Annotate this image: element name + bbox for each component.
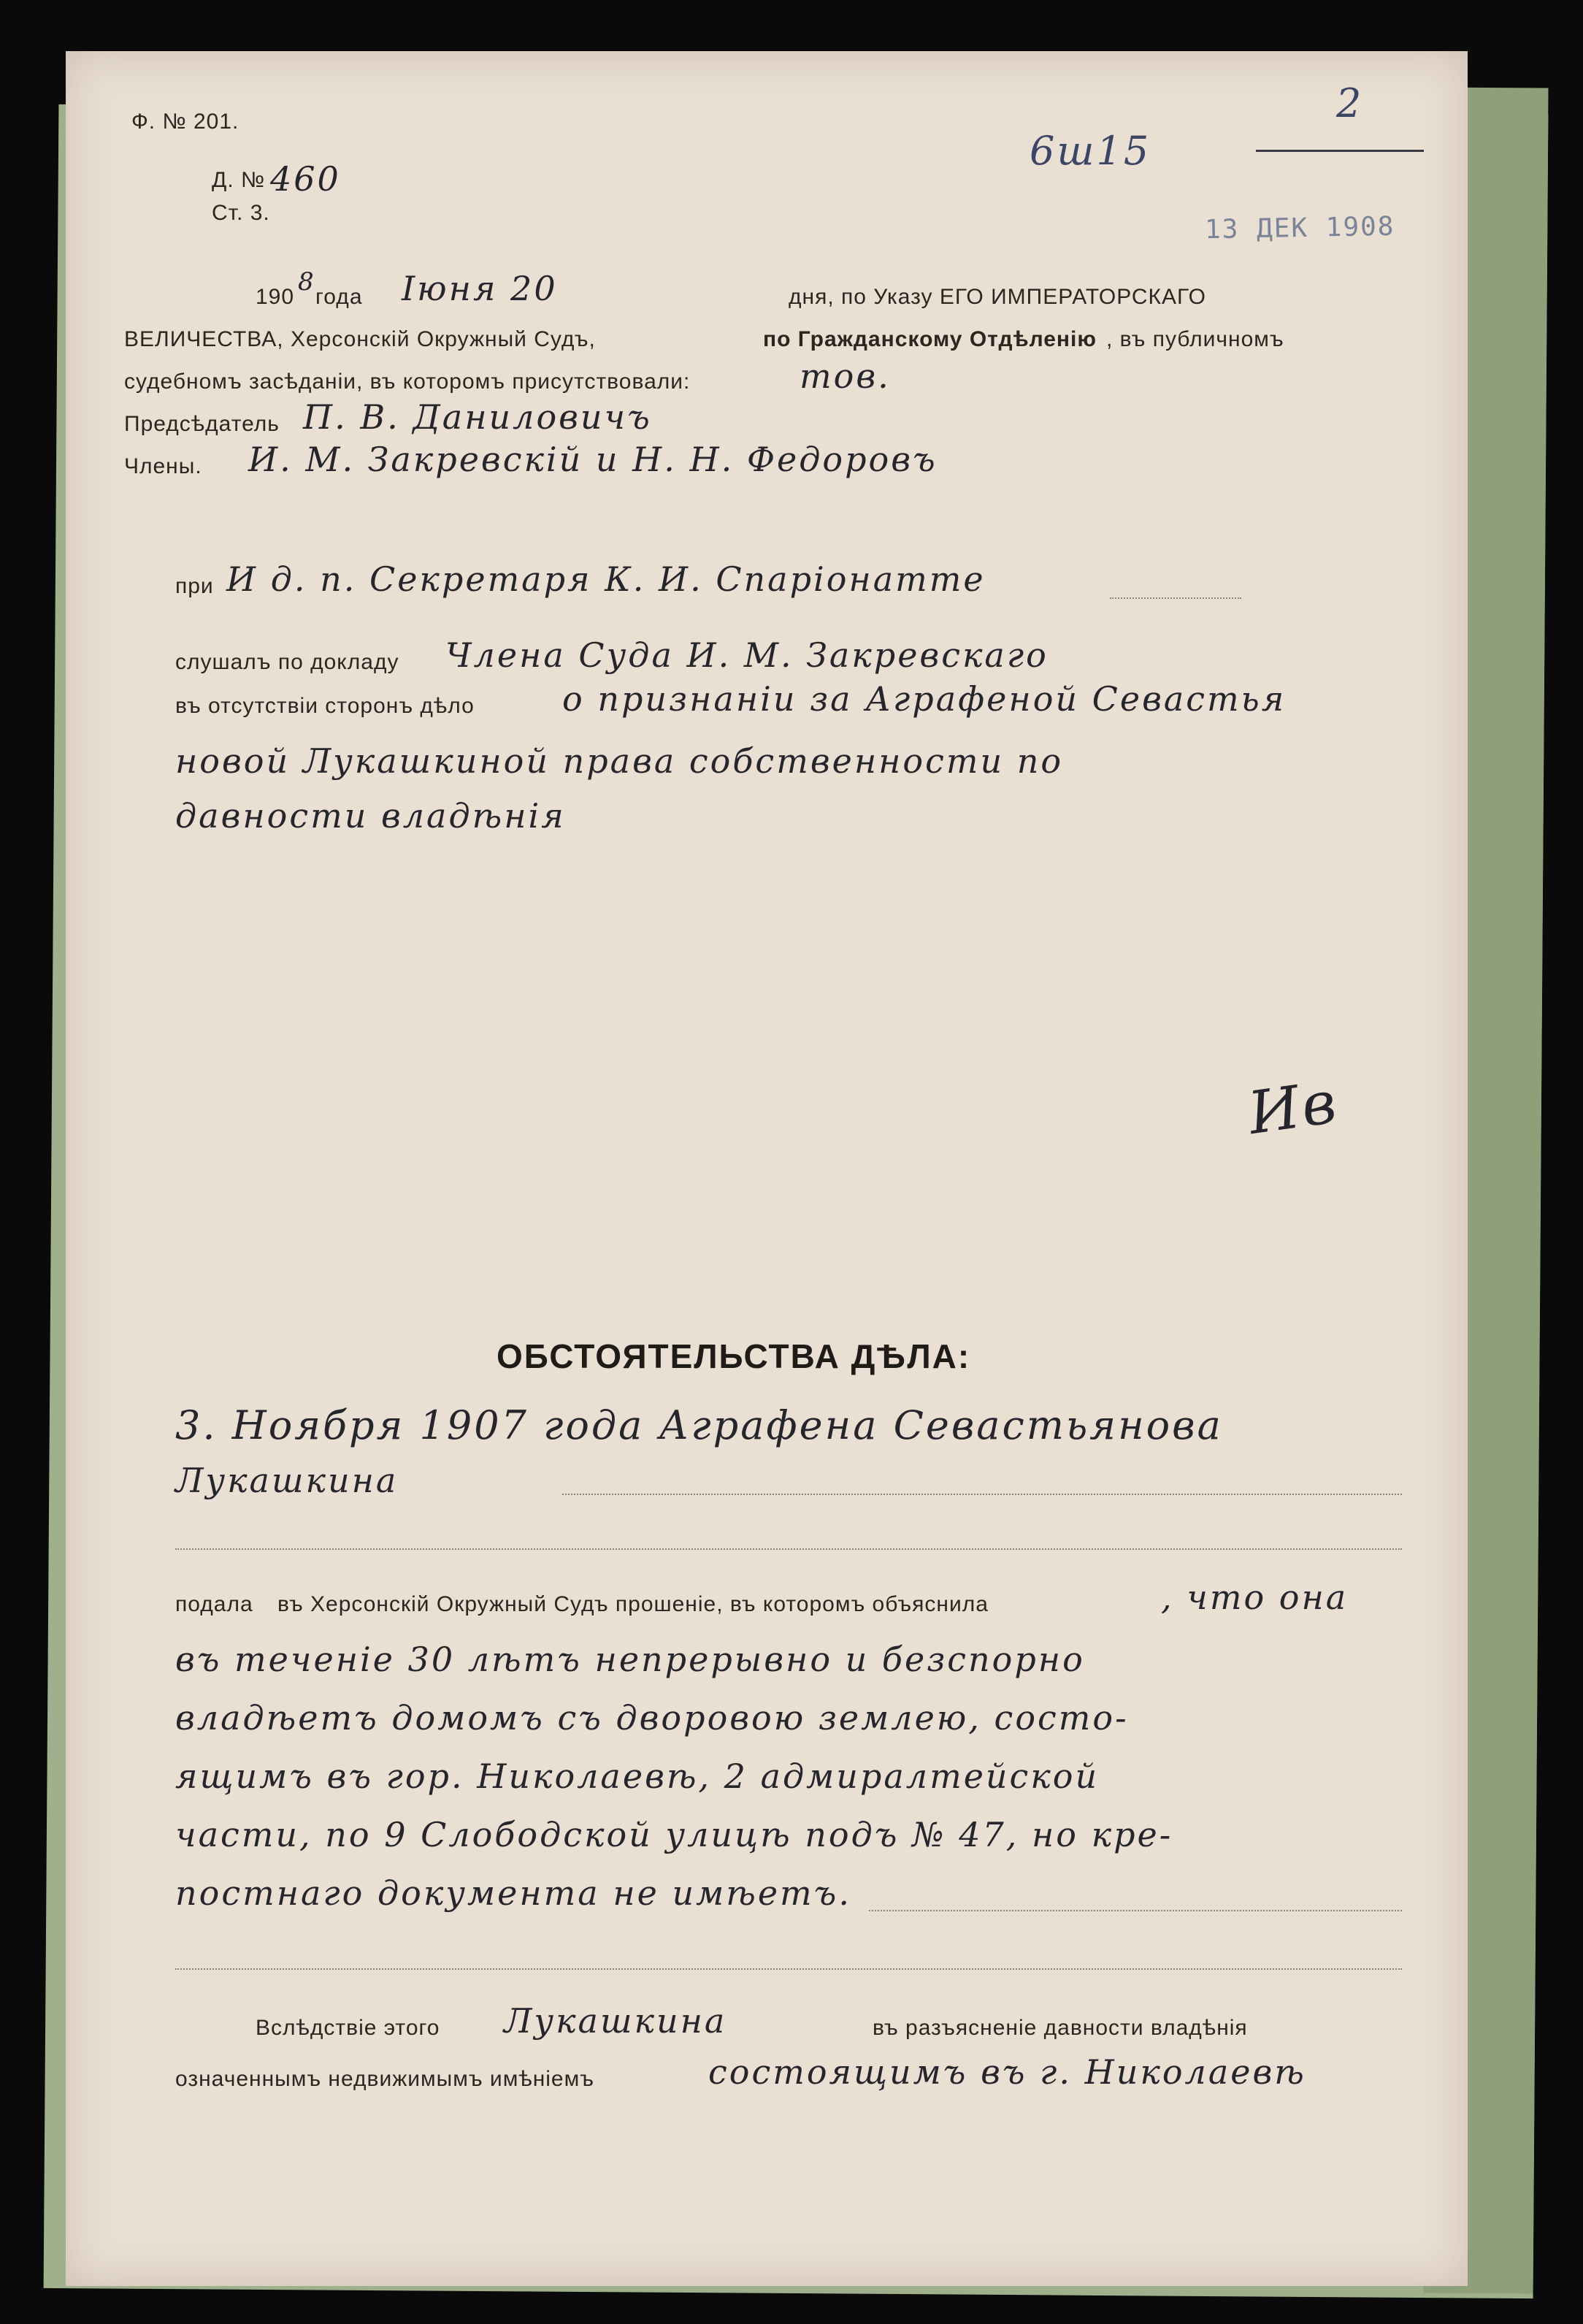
filed-hand: , что она [1161, 1578, 1349, 1617]
circumstances-line-3: въ теченіе 30 лѣтъ непрерывно и безспорно [175, 1640, 1085, 1679]
result-label: Вслѣдствіе этого [256, 2016, 440, 2040]
circumstances-line-6: части, по 9 Слободской улицѣ подъ № 47, но кре- [175, 1815, 1173, 1854]
chairman-label: Предсѣдатель [124, 412, 280, 436]
session-line-3: судебномъ засѣданіи, въ которомъ присутствовали: [124, 370, 691, 394]
report-name: Члена Суда И. М. Закревскаго [445, 635, 1049, 675]
circumstances-line-5: ящимъ въ гор. Николаевѣ, 2 адмиралтейской [175, 1757, 1100, 1796]
stol-number: Ст. 3. [212, 201, 270, 225]
members-label: Члены. [124, 454, 202, 478]
page-number-underline [1256, 150, 1424, 152]
received-stamp: 13 ДЕК 1908 [1204, 211, 1395, 245]
margin-mark: Ив [1244, 1067, 1343, 1148]
session-line-2b: , въ публичномъ [1106, 327, 1284, 351]
dots-2 [175, 1548, 1402, 1550]
ukaz-text: дня, по Указу ЕГО ИМПЕРАТОРСКАГО [789, 285, 1206, 309]
circumstances-line-4: владѣетъ домомъ съ дворовою землею, состо- [175, 1698, 1129, 1738]
year-prefix: 190 [256, 285, 295, 309]
civil-department: по Гражданскому Отдѣленію [763, 327, 1097, 351]
year-label: года [315, 285, 363, 309]
property-label: означеннымъ недвижимымъ имѣніемъ [175, 2067, 594, 2091]
circumstances-heading: ОБСТОЯТЕЛЬСТВА ДѢЛА: [497, 1337, 971, 1375]
dots-1 [562, 1494, 1402, 1495]
dots-4 [175, 1968, 1402, 1970]
secretary-label: при [175, 574, 214, 598]
secretary-dots [1110, 597, 1241, 599]
year-digit: 8 [298, 267, 316, 297]
circumstances-line-1: 3. Ноября 1907 года Аграфена Севастьянова [175, 1402, 1223, 1448]
case-subject-2: новой Лукашкиной права собственности по [175, 741, 1064, 781]
case-label: въ отсутствіи сторонъ дѣло [175, 694, 475, 718]
report-label: слушалъ по докладу [175, 650, 399, 674]
delo-number: 460 [270, 159, 341, 199]
members-names: И. М. Закревскій и Н. Н. Федоровъ [248, 440, 938, 479]
delo-label: Д. № [212, 168, 266, 192]
document-page [66, 51, 1468, 2286]
session-line-3-hand: тов. [800, 356, 891, 396]
secretary-name: И д. п. Секретаря К. И. Спаріонатте [226, 559, 986, 599]
circumstances-line-7: постнаго документа не имѣетъ. [175, 1873, 851, 1913]
case-subject-1: о признаніи за Аграфеной Севастья [562, 679, 1287, 719]
page-number: 2 [1336, 80, 1364, 126]
dots-3 [869, 1910, 1402, 1911]
result-name: Лукашкина [504, 2001, 727, 2041]
session-line-2a: ВЕЛИЧЕСТВА, Херсонскій Окружный Судъ, [124, 327, 596, 351]
case-subject-3: давности владѣнія [175, 796, 566, 836]
property-hand: состоящимъ въ г. Николаевѣ [708, 2052, 1306, 2092]
filed-text: въ Херсонскій Окружный Судъ прошеніе, въ которомъ объяснила [277, 1592, 989, 1616]
corner-mark: 6ш15 [1030, 128, 1151, 174]
fond-number: Ф. № 201. [131, 110, 239, 134]
month-day: Іюня 20 [402, 269, 558, 308]
circumstances-line-2: Лукашкина [175, 1461, 399, 1500]
filed-label: подала [175, 1592, 253, 1616]
result-text: въ разъясненіе давности владѣнія [873, 2016, 1248, 2040]
chairman-name: П. В. Даниловичъ [303, 397, 652, 437]
